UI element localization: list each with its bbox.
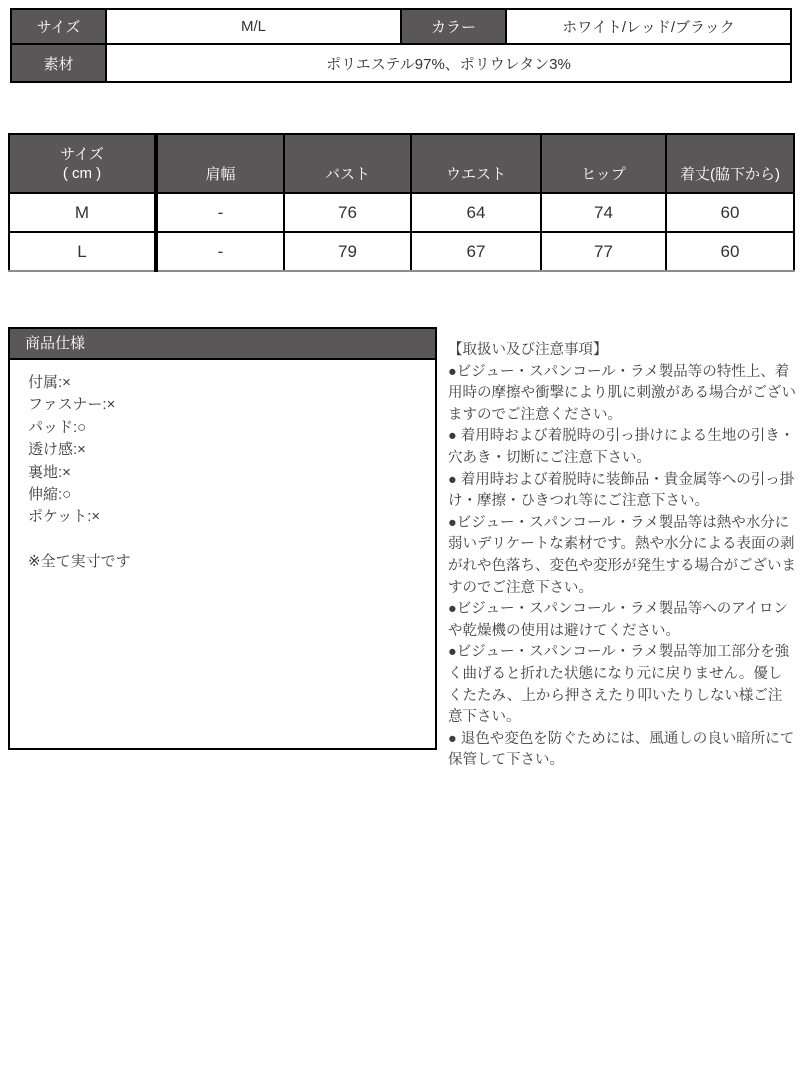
size-chart-l-waist: 67 (411, 232, 541, 271)
spec-item-lining: 裏地:× (28, 463, 71, 481)
size-chart-header-length: 着丈(脇下から) (666, 134, 794, 193)
size-chart-row-m (9, 193, 794, 232)
spec-item-stretch: 伸縮:○ (28, 486, 72, 504)
spec-item-accessory: 付属:× (28, 374, 71, 391)
size-value: M/L (106, 9, 401, 44)
size-chart-m-shoulder: - (156, 193, 284, 232)
size-chart-m-length: 60 (666, 193, 794, 232)
handling-bullet: ● 退色や変色を防ぐためには、風通しの良い暗所にて保管して下さい。 (448, 730, 795, 769)
handling-bullet: ●ビジュー・スパンコール・ラメ製品等へのアイロンや乾燥機の使用は避けてください。 (448, 601, 788, 639)
color-label: カラー (401, 9, 506, 44)
size-chart-header-shoulder: 肩幅 (156, 134, 284, 193)
size-chart-table (8, 133, 795, 272)
size-chart-header-waist: ウエスト (411, 134, 541, 193)
handling-notes (448, 340, 796, 772)
material-label: 素材 (11, 44, 106, 82)
color-value: ホワイト/レッド/ブラック (506, 9, 791, 44)
size-chart-header-bust: バスト (284, 134, 411, 193)
product-spec-list (10, 360, 435, 573)
size-chart-m-waist: 64 (411, 193, 541, 232)
spec-item-pad: パッド:○ (28, 418, 87, 436)
product-spec-box (8, 327, 437, 750)
size-chart-l-size: L (9, 232, 156, 271)
summary-table (10, 8, 792, 83)
handling-bullet: ● 着用時および着脱時に装飾品・貴金属等への引っ掛け・摩擦・ひきつれ等にご注意下さい。 (448, 471, 795, 510)
size-chart-header-hip: ヒップ (541, 134, 666, 193)
handling-bullet: ●ビジュー・スパンコール・ラメ製品等加工部分を強く曲げると折れた状態になり元に戻りません。優しくたたみ、上から押さえたり叩いたりしない様ご注意下さい。 (448, 644, 790, 726)
spec-item-sheerness: 透け感:× (28, 441, 86, 459)
handling-title: 【取扱い及び注意事項】 (448, 342, 608, 358)
spec-note: ※全て実寸です (28, 552, 131, 570)
handling-bullet: ● 着用時および着脱時の引っ掛けによる生地の引き・穴あき・切断にご注意下さい。 (448, 428, 795, 466)
size-chart-m-size: M (9, 193, 156, 232)
size-chart-l-shoulder: - (156, 232, 284, 271)
material-value: ポリエステル97%、ポリウレタン3% (106, 44, 791, 82)
size-label: サイズ (11, 9, 106, 44)
spec-item-pocket: ポケット:× (28, 508, 101, 526)
product-spec-title: 商品仕様 (10, 329, 435, 360)
handling-bullet: ●ビジュー・スパンコール・ラメ製品等の特性上、着用時の摩擦や衝撃により肌に刺激がある場合がございますのでご注意ください。 (448, 363, 796, 423)
size-chart-header-size-line2: ( cm ) (62, 164, 102, 182)
size-chart-row-l (9, 232, 794, 271)
handling-bullet: ●ビジュー・スパンコール・ラメ製品等は熱や水分に弱いデリケートな素材です。熱や水分による表面の剥がれや色落ち、変色や変形が発生する場合がございますのでご注意下さい。 (448, 514, 796, 596)
spec-item-fastener: ファスナー:× (28, 396, 116, 414)
size-chart-l-length: 60 (666, 232, 794, 271)
size-chart-header-size-line1: サイズ (60, 145, 104, 163)
size-chart-l-bust: 79 (284, 232, 411, 271)
size-chart-m-bust: 76 (284, 193, 411, 232)
size-chart-l-hip: 77 (541, 232, 666, 271)
size-chart-m-hip: 74 (541, 193, 666, 232)
size-chart-header-size (9, 134, 156, 193)
